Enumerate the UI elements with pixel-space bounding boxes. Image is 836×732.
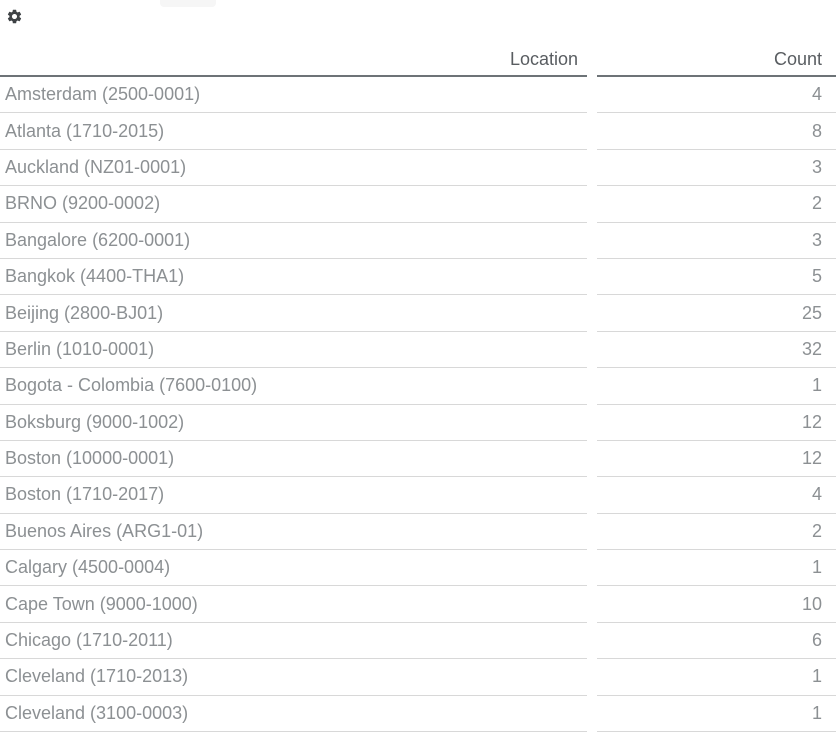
settings-button[interactable] bbox=[4, 6, 24, 26]
count-cell: 12 bbox=[597, 441, 836, 477]
location-cell: Beijing (2800-BJ01) bbox=[0, 295, 587, 331]
count-cell: 1 bbox=[597, 550, 836, 586]
column-gap bbox=[587, 477, 597, 513]
location-cell: Boksburg (9000-1002) bbox=[0, 405, 587, 441]
table-row[interactable] bbox=[0, 368, 836, 404]
table-body bbox=[0, 77, 836, 732]
column-gap bbox=[587, 696, 597, 732]
location-cell: Boston (1710-2017) bbox=[0, 477, 587, 513]
count-cell: 4 bbox=[597, 477, 836, 513]
location-cell: Bangalore (6200-0001) bbox=[0, 223, 587, 259]
table-row[interactable] bbox=[0, 259, 836, 295]
column-gap bbox=[587, 623, 597, 659]
location-cell: BRNO (9200-0002) bbox=[0, 186, 587, 222]
table-row[interactable] bbox=[0, 696, 836, 732]
table-row[interactable] bbox=[0, 586, 836, 622]
table-row[interactable] bbox=[0, 332, 836, 368]
count-cell: 1 bbox=[597, 696, 836, 732]
table-row[interactable] bbox=[0, 223, 836, 259]
column-gap bbox=[587, 514, 597, 550]
column-gap bbox=[587, 586, 597, 622]
column-gap bbox=[587, 223, 597, 259]
table-row[interactable] bbox=[0, 659, 836, 695]
location-cell: Chicago (1710-2011) bbox=[0, 623, 587, 659]
count-cell: 4 bbox=[597, 77, 836, 113]
column-gap bbox=[587, 45, 597, 77]
location-cell: Calgary (4500-0004) bbox=[0, 550, 587, 586]
column-gap bbox=[587, 550, 597, 586]
count-cell: 8 bbox=[597, 113, 836, 149]
table-row[interactable] bbox=[0, 623, 836, 659]
column-gap bbox=[587, 113, 597, 149]
table-row[interactable] bbox=[0, 441, 836, 477]
location-cell: Cleveland (3100-0003) bbox=[0, 696, 587, 732]
table-row[interactable] bbox=[0, 113, 836, 149]
table-row[interactable] bbox=[0, 186, 836, 222]
column-gap bbox=[587, 77, 597, 113]
location-cell: Boston (10000-0001) bbox=[0, 441, 587, 477]
count-cell: 5 bbox=[597, 259, 836, 295]
count-cell: 10 bbox=[597, 586, 836, 622]
table-row[interactable] bbox=[0, 150, 836, 186]
cropped-ui-artifact bbox=[160, 0, 216, 7]
count-cell: 2 bbox=[597, 186, 836, 222]
count-cell: 32 bbox=[597, 332, 836, 368]
column-gap bbox=[587, 150, 597, 186]
locations-table bbox=[0, 45, 836, 732]
location-cell: Bogota - Colombia (7600-0100) bbox=[0, 368, 587, 404]
table-row[interactable] bbox=[0, 477, 836, 513]
count-cell: 2 bbox=[597, 514, 836, 550]
count-cell: 25 bbox=[597, 295, 836, 331]
location-cell: Cape Town (9000-1000) bbox=[0, 586, 587, 622]
location-cell: Bangkok (4400-THA1) bbox=[0, 259, 587, 295]
count-cell: 3 bbox=[597, 150, 836, 186]
column-gap bbox=[587, 332, 597, 368]
column-gap bbox=[587, 441, 597, 477]
location-cell: Cleveland (1710-2013) bbox=[0, 659, 587, 695]
location-cell: Auckland (NZ01-0001) bbox=[0, 150, 587, 186]
table-row[interactable] bbox=[0, 295, 836, 331]
table-row[interactable] bbox=[0, 77, 836, 113]
toolbar bbox=[0, 0, 836, 45]
count-cell: 6 bbox=[597, 623, 836, 659]
table-row[interactable] bbox=[0, 514, 836, 550]
count-cell: 3 bbox=[597, 223, 836, 259]
column-gap bbox=[587, 259, 597, 295]
gear-icon bbox=[6, 8, 23, 25]
count-cell: 1 bbox=[597, 659, 836, 695]
column-header-count[interactable]: Count bbox=[597, 45, 836, 77]
column-gap bbox=[587, 295, 597, 331]
location-cell: Berlin (1010-0001) bbox=[0, 332, 587, 368]
location-cell: Atlanta (1710-2015) bbox=[0, 113, 587, 149]
column-header-location[interactable]: Location bbox=[0, 45, 587, 77]
location-cell: Buenos Aires (ARG1-01) bbox=[0, 514, 587, 550]
table-row[interactable] bbox=[0, 405, 836, 441]
table-header-row bbox=[0, 45, 836, 77]
count-cell: 1 bbox=[597, 368, 836, 404]
column-gap bbox=[587, 659, 597, 695]
location-cell: Amsterdam (2500-0001) bbox=[0, 77, 587, 113]
count-cell: 12 bbox=[597, 405, 836, 441]
table-row[interactable] bbox=[0, 550, 836, 586]
column-gap bbox=[587, 405, 597, 441]
column-gap bbox=[587, 186, 597, 222]
column-gap bbox=[587, 368, 597, 404]
